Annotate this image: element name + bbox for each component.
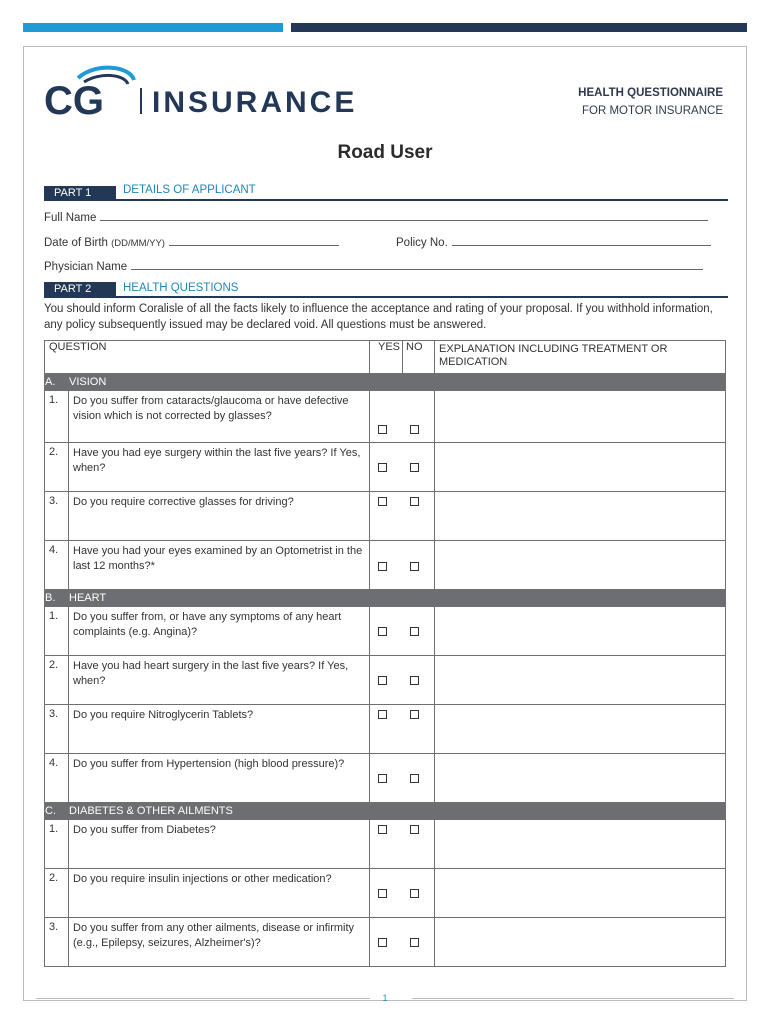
yes-no-cell	[370, 705, 435, 754]
yes-no-cell	[370, 492, 435, 541]
page-number: 1	[382, 993, 388, 1003]
explanation-cell[interactable]	[435, 656, 726, 705]
explanation-cell[interactable]	[435, 918, 726, 967]
question-number: 3.	[45, 492, 69, 541]
question-text: Do you require Nitroglycerin Tablets?	[69, 705, 370, 754]
no-checkbox[interactable]	[410, 627, 419, 636]
explanation-cell[interactable]	[435, 754, 726, 803]
section-title: VISION	[69, 374, 403, 391]
yes-no-cell	[370, 541, 435, 590]
yes-no-cell	[370, 869, 435, 918]
table-row	[45, 820, 726, 869]
explanation-cell[interactable]	[435, 492, 726, 541]
yes-checkbox[interactable]	[378, 463, 387, 472]
physician-name-field[interactable]	[44, 258, 703, 273]
cg-insurance-logo	[44, 64, 404, 122]
part2-intro: You should inform Coralisle of all the facts likely to influence the acceptance and rating of your proposal. If you withhold information, any policy subsequently issued may be declared void. All questions must be answered.	[44, 303, 713, 331]
yes-checkbox[interactable]	[378, 425, 387, 434]
part2-label: PART 2	[44, 282, 116, 297]
table-row	[45, 391, 726, 443]
section-header-vision	[45, 374, 726, 391]
section-title: DIABETES & OTHER AILMENTS	[69, 803, 403, 820]
table-row	[45, 492, 726, 541]
section-header-diabetes	[45, 803, 726, 820]
dob-field[interactable]	[44, 234, 339, 249]
explanation-cell[interactable]	[435, 541, 726, 590]
question-text: Do you suffer from any other ailments, disease or infirmity (e.g., Epilepsy, seizures, Alzheimer's)?	[69, 918, 370, 967]
part2-title: HEALTH QUESTIONS	[123, 282, 239, 294]
dob-line[interactable]	[169, 234, 339, 246]
yes-no-cell	[370, 391, 435, 443]
section-letter: C.	[45, 803, 69, 820]
health-questions-table	[44, 340, 726, 967]
yes-checkbox[interactable]	[378, 774, 387, 783]
explanation-cell[interactable]	[435, 391, 726, 443]
table-row	[45, 705, 726, 754]
yes-no-cell	[370, 918, 435, 967]
yes-no-cell	[370, 443, 435, 492]
section-header-heart	[45, 590, 726, 607]
question-number: 1.	[45, 607, 69, 656]
yes-checkbox[interactable]	[378, 889, 387, 898]
table-row	[45, 918, 726, 967]
yes-checkbox[interactable]	[378, 676, 387, 685]
logo-mark: CG	[44, 79, 104, 122]
no-checkbox[interactable]	[410, 710, 419, 719]
policy-no-field[interactable]	[396, 234, 711, 249]
physician-name-label: Physician Name	[44, 261, 128, 273]
physician-name-line[interactable]	[131, 258, 703, 270]
part2-divider	[44, 296, 728, 298]
explanation-cell[interactable]	[435, 705, 726, 754]
yes-checkbox[interactable]	[378, 825, 387, 834]
no-checkbox[interactable]	[410, 562, 419, 571]
question-number: 3.	[45, 918, 69, 967]
no-checkbox[interactable]	[410, 774, 419, 783]
explanation-cell[interactable]	[435, 443, 726, 492]
question-text: Do you suffer from cataracts/glaucoma or have defective vision which is not corrected by glasses?	[69, 391, 370, 443]
logo-word: INSURANCE	[152, 86, 358, 119]
col-no-header: NO	[403, 341, 435, 374]
no-checkbox[interactable]	[410, 676, 419, 685]
question-number: 3.	[45, 705, 69, 754]
explanation-cell[interactable]	[435, 869, 726, 918]
yes-checkbox[interactable]	[378, 497, 387, 506]
page-title: Road User	[337, 142, 433, 163]
part1-divider	[44, 199, 728, 201]
question-text: Do you require corrective glasses for driving?	[69, 492, 370, 541]
no-checkbox[interactable]	[410, 889, 419, 898]
yes-no-cell	[370, 820, 435, 869]
dob-format: (DD/MM/YY)	[111, 238, 165, 249]
table-row	[45, 656, 726, 705]
yes-checkbox[interactable]	[378, 710, 387, 719]
table-row	[45, 607, 726, 656]
yes-checkbox[interactable]	[378, 938, 387, 947]
section-letter: A.	[45, 374, 69, 391]
question-text: Have you had eye surgery within the last five years? If Yes, when?	[69, 443, 370, 492]
section-title: HEART	[69, 590, 403, 607]
question-text: Do you suffer from Hypertension (high blood pressure)?	[69, 754, 370, 803]
question-number: 4.	[45, 541, 69, 590]
yes-no-cell	[370, 754, 435, 803]
full-name-line[interactable]	[100, 209, 708, 221]
col-yes-header: YES	[370, 341, 403, 374]
table-row	[45, 754, 726, 803]
question-number: 1.	[45, 391, 69, 443]
col-explanation-header: EXPLANATION INCLUDING TREATMENT OR MEDICATION	[435, 341, 726, 374]
no-checkbox[interactable]	[410, 463, 419, 472]
yes-no-cell	[370, 656, 435, 705]
no-checkbox[interactable]	[410, 825, 419, 834]
table-header-row	[45, 341, 726, 374]
section-letter: B.	[45, 590, 69, 607]
table-row	[45, 869, 726, 918]
yes-checkbox[interactable]	[378, 562, 387, 571]
yes-no-cell	[370, 607, 435, 656]
full-name-label: Full Name	[44, 212, 97, 224]
question-number: 4.	[45, 754, 69, 803]
no-checkbox[interactable]	[410, 938, 419, 947]
full-name-field[interactable]	[44, 209, 708, 224]
explanation-cell[interactable]	[435, 820, 726, 869]
question-number: 1.	[45, 820, 69, 869]
top-accent-bar	[23, 23, 283, 32]
part1-title: DETAILS OF APPLICANT	[123, 184, 256, 196]
top-navy-bar	[291, 23, 747, 32]
col-question-header: QUESTION	[45, 341, 370, 374]
table-row	[45, 443, 726, 492]
explanation-cell[interactable]	[435, 607, 726, 656]
policy-no-line[interactable]	[452, 234, 711, 246]
dob-label: Date of Birth	[44, 237, 108, 249]
no-checkbox[interactable]	[410, 497, 419, 506]
question-number: 2.	[45, 443, 69, 492]
doc-title-line1: HEALTH QUESTIONNAIRE	[578, 87, 723, 99]
doc-title-line2: FOR MOTOR INSURANCE	[582, 105, 723, 117]
question-text: Have you had your eyes examined by an Optometrist in the last 12 months?*	[69, 541, 370, 590]
question-text: Do you suffer from Diabetes?	[69, 820, 370, 869]
question-text: Do you require insulin injections or other medication?	[69, 869, 370, 918]
table-row	[45, 541, 726, 590]
question-text: Do you suffer from, or have any symptoms of any heart complaints (e.g. Angina)?	[69, 607, 370, 656]
question-number: 2.	[45, 869, 69, 918]
policy-no-label: Policy No.	[396, 237, 448, 249]
question-number: 2.	[45, 656, 69, 705]
part1-label: PART 1	[44, 186, 116, 201]
no-checkbox[interactable]	[410, 425, 419, 434]
question-text: Have you had heart surgery in the last five years? If Yes, when?	[69, 656, 370, 705]
yes-checkbox[interactable]	[378, 627, 387, 636]
